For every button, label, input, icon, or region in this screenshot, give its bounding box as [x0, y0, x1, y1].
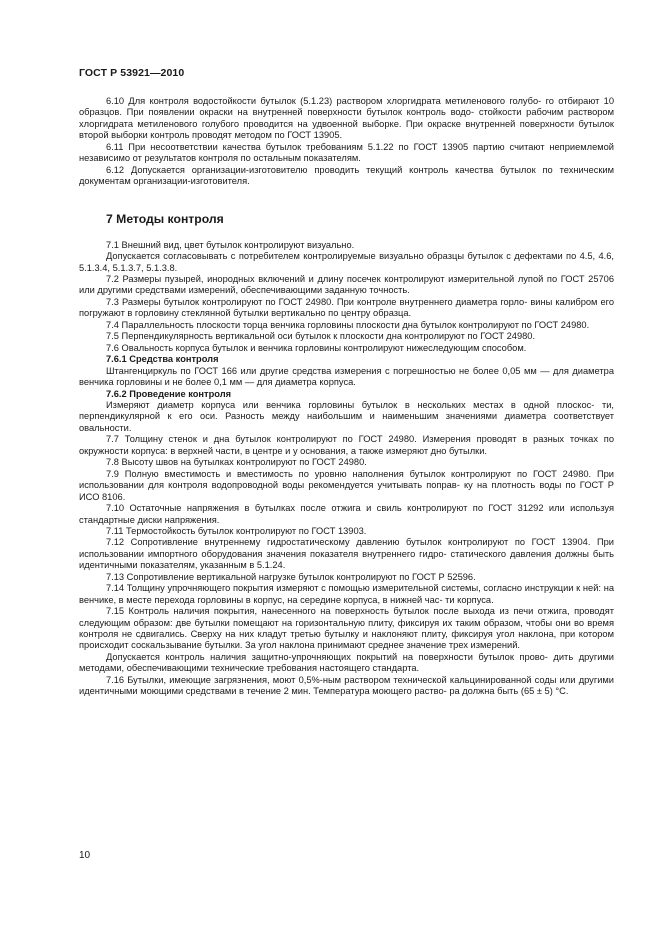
paragraph-7-16: 7.16 Бутылки, имеющие загрязнения, моют 0,5%-ным раствором технической кальцинированной соды или другими идентичными моющими средствами в течение 2 мин. Температура моющего раство- ра должна быть (65 ± 5) °С.: [79, 674, 614, 697]
section-title: 7 Методы контроля: [106, 211, 224, 226]
paragraph-6-11: 6.11 При несоответствии качества бутылок требованиям 5.1.22 по ГОСТ 13905 партию считают неприемлемой независимо от результатов контроля по остальным показателям.: [79, 141, 614, 164]
paragraph-7-6: 7.6 Овальность корпуса бутылок и венчика горловины контролируют нижеследующим способом.: [106, 342, 527, 353]
paragraph-7-11: 7.11 Термостойкость бутылок контролируют по ГОСТ 13903.: [106, 525, 367, 536]
paragraph-7-14: 7.14 Толщину упрочняющего покрытия измеряют с помощью измерительной системы, согласно инструкции к ней: на венчике, в месте перехода горловины в корпус, на середине корпуса, в нижней час- ти корпуса.: [79, 583, 614, 605]
page-number: 10: [79, 850, 91, 861]
paragraph-7-12: 7.12 Сопротивление внутреннему гидростатическому давлению бутылок контролируют по ГОСТ 13904. При использовании импортного оборудования значения показателя внутреннего гидро- статического давления должны быть идентичными показателям, указанным в 5.1.24.: [79, 537, 614, 571]
paragraph-7-2: 7.2 Размеры пузырей, инородных включений и длину посечек контролируют измерительной лупой по ГОСТ 25706 или другими средствами измерений, обеспечивающими заданную точность.: [79, 273, 614, 296]
document-body: [79, 96, 614, 698]
paragraph-7-5: 7.5 Перпендикулярность вертикальной оси бутылок к плоскости дна контролируют по ГОСТ 24980.: [106, 331, 536, 342]
paragraph-7-4: 7.4 Параллельность плоскости торца венчика горловины плоскости дна бутылок контролируют по ГОСТ 24980.: [106, 319, 590, 330]
paragraph-7-1-note: Допускается согласовывать с потребителем контролируемые визуально образцы бутылок с дефектами по 4.5, 4.6, 5.1.3.4, 5.1.3.7, 5.1.3.8.: [79, 251, 614, 273]
paragraph-7-6-2: Измеряют диаметр корпуса или венчика горловины бутылок в нескольких местах в одной плоскос- ти, перпендикулярной к его оси. Разность между наибольшим и наименьшим значениями диаметра соответствует овальности.: [79, 399, 614, 433]
subheading-7-6-2: 7.6.2 Проведение контроля: [106, 388, 232, 399]
paragraph-6-10: 6.10 Для контроля водостойкости бутылок (5.1.23) раствором хлоргидрата метиленового голубо- го отбирают 10 образцов. При появлении окраски на внутренней поверхности бутылок контроль водо- стойкости рабочим раствором хлоргидрата метиленового голубого проводится на удвоенной выборке. При окраске внутренней поверхности бутылок второй выборки контроль проводят методом по ГОСТ 13905.: [79, 96, 614, 141]
paragraph-7-1: 7.1 Внешний вид, цвет бутылок контролируют визуально.: [106, 239, 355, 250]
paragraph-7-8: 7.8 Высоту швов на бутылках контролируют по ГОСТ 24980.: [106, 457, 367, 468]
document-header: ГОСТ Р 53921—2010: [79, 67, 185, 79]
paragraph-7-10: 7.10 Остаточные напряжения в бутылках после отжига и свиль контролируют по ГОСТ 31292 или используя стандартные диски напряжения.: [79, 503, 614, 525]
paragraph-7-3: 7.3 Размеры бутылок контролируют по ГОСТ 24980. При контроле внутреннего диаметра горло- вины калибром его погружают в горловину стеклянной бутылки вертикально по центру образца.: [79, 296, 614, 319]
paragraph-6-12: 6.12 Допускается организации-изготовителю проводить текущий контроль качества бутылок по техническим документам организации-изготовителя.: [79, 164, 614, 187]
paragraph-7-6-1: Штангенциркуль по ГОСТ 166 или другие средства измерения с погрешностью не более 0,05 мм — для диаметра венчика горловины и не более 0,1 мм — для диаметра корпуса.: [79, 365, 614, 388]
paragraph-7-7: 7.7 Толщину стенок и дна бутылок контролируют по ГОСТ 24980. Измерения проводят в разных точках по окружности корпуса: в верхней части, в центре и у основания, а также измеряют дно бутылки.: [79, 434, 614, 456]
paragraph-7-9: 7.9 Полную вместимость и вместимость по уровню наполнения бутылок контролируют по ГОСТ 24980. При использовании для контроля водопроводной воды рекомендуется учитывать поправ- ку на плотность воды по ГОСТ Р ИСО 8106.: [79, 468, 614, 502]
paragraph-7-15: 7.15 Контроль наличия покрытия, нанесенного на поверхность бутылок после выхода из печи отжига, проводят следующим образом: две бутылки помещают на горизонтальную плиту, фиксируя их таким образом, чтобы они во время контроля не сдвигались. Сверху на них кладут третью бутылку и наклоняют плиту, фиксируя угол наклона, при котором происходит соскальзывание бутылки. За угол наклона принимают среднее значение трех измерений.: [79, 606, 614, 651]
paragraph-7-13: 7.13 Сопротивление вертикальной нагрузке бутылок контролируют по ГОСТ Р 52596.: [106, 571, 476, 582]
subheading-7-6-1: 7.6.1 Средства контроля: [106, 354, 219, 365]
paragraph-7-15-note: Допускается контроль наличия защитно-упрочняющих покрытий на поверхности бутылок прово- дить другими методами, обеспечивающими технические требования настоящего стандарта.: [79, 651, 614, 674]
